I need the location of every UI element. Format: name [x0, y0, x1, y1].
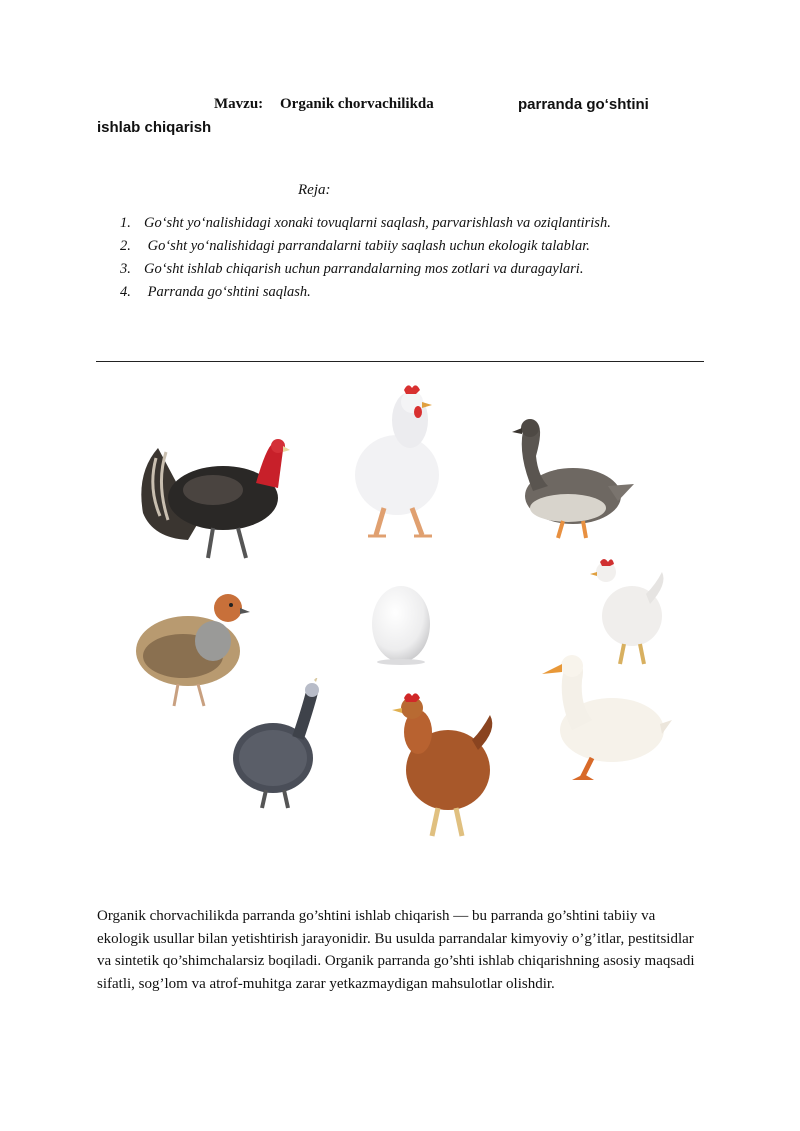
topic-title-part2: parranda go‘shtini: [518, 96, 649, 113]
guinea-fowl-icon: [228, 678, 328, 813]
body-paragraph: Organik chorvachilikda parranda go’shtini ishlab chiqarish — bu parranda go’shtini tabiiy va ekologik usullar bilan yetishtirish jarayonidir. Bu usulda parrandalar kimyoviy o’g’itlar, pestitsidlar va sintetik qo’shimchalarsiz boqiladi. Organik parranda go’shti ishlab chiqarishning asosiy maqsadi sifatli, sog’lom va atrof-muhitga zarar yetkazmaydigan mahsulotlar olishdir.: [97, 908, 695, 992]
plan-item-text: Go‘sht yo‘nalishidagi parrandalarni tabiiy saqlash uchun ekologik talablar.: [144, 238, 590, 254]
plan-heading: Reja:: [298, 182, 331, 198]
title-line: [0, 96, 800, 118]
plan-item: [120, 282, 611, 305]
plan-item-number: 4.: [120, 284, 131, 300]
horizontal-divider: [96, 361, 704, 362]
plan-item-text: Go‘sht yo‘nalishidagi xonaki tovuqlarni saqlash, parvarishlash va oziqlantirish.: [144, 215, 611, 231]
plan-item-text: Go‘sht ishlab chiqarish uchun parrandalarning mos zotlari va duragaylari.: [144, 261, 584, 277]
poultry-illustration: [120, 378, 680, 848]
plan-item: [120, 236, 611, 259]
plan-item: [120, 213, 611, 236]
plan-item-number: 2.: [120, 238, 131, 254]
plan-item-text: Parranda go‘shtini saqlash.: [144, 284, 311, 300]
egg-icon: [368, 578, 434, 666]
turkey-icon: [128, 428, 298, 563]
topic-title-part3: ishlab chiqarish: [97, 119, 212, 136]
plan-item-number: 1.: [120, 215, 131, 231]
brown-hen-icon: [390, 690, 500, 840]
plan-item-number: 3.: [120, 261, 131, 277]
white-rooster-icon: [342, 380, 452, 540]
grey-goose-icon: [508, 416, 638, 541]
white-duck-icon: [532, 650, 672, 790]
topic-title-part1: Organik chorvachilikda: [280, 96, 434, 112]
plan-list: [120, 213, 611, 305]
plan-item: [120, 259, 611, 282]
topic-label: Mavzu:: [214, 96, 264, 112]
